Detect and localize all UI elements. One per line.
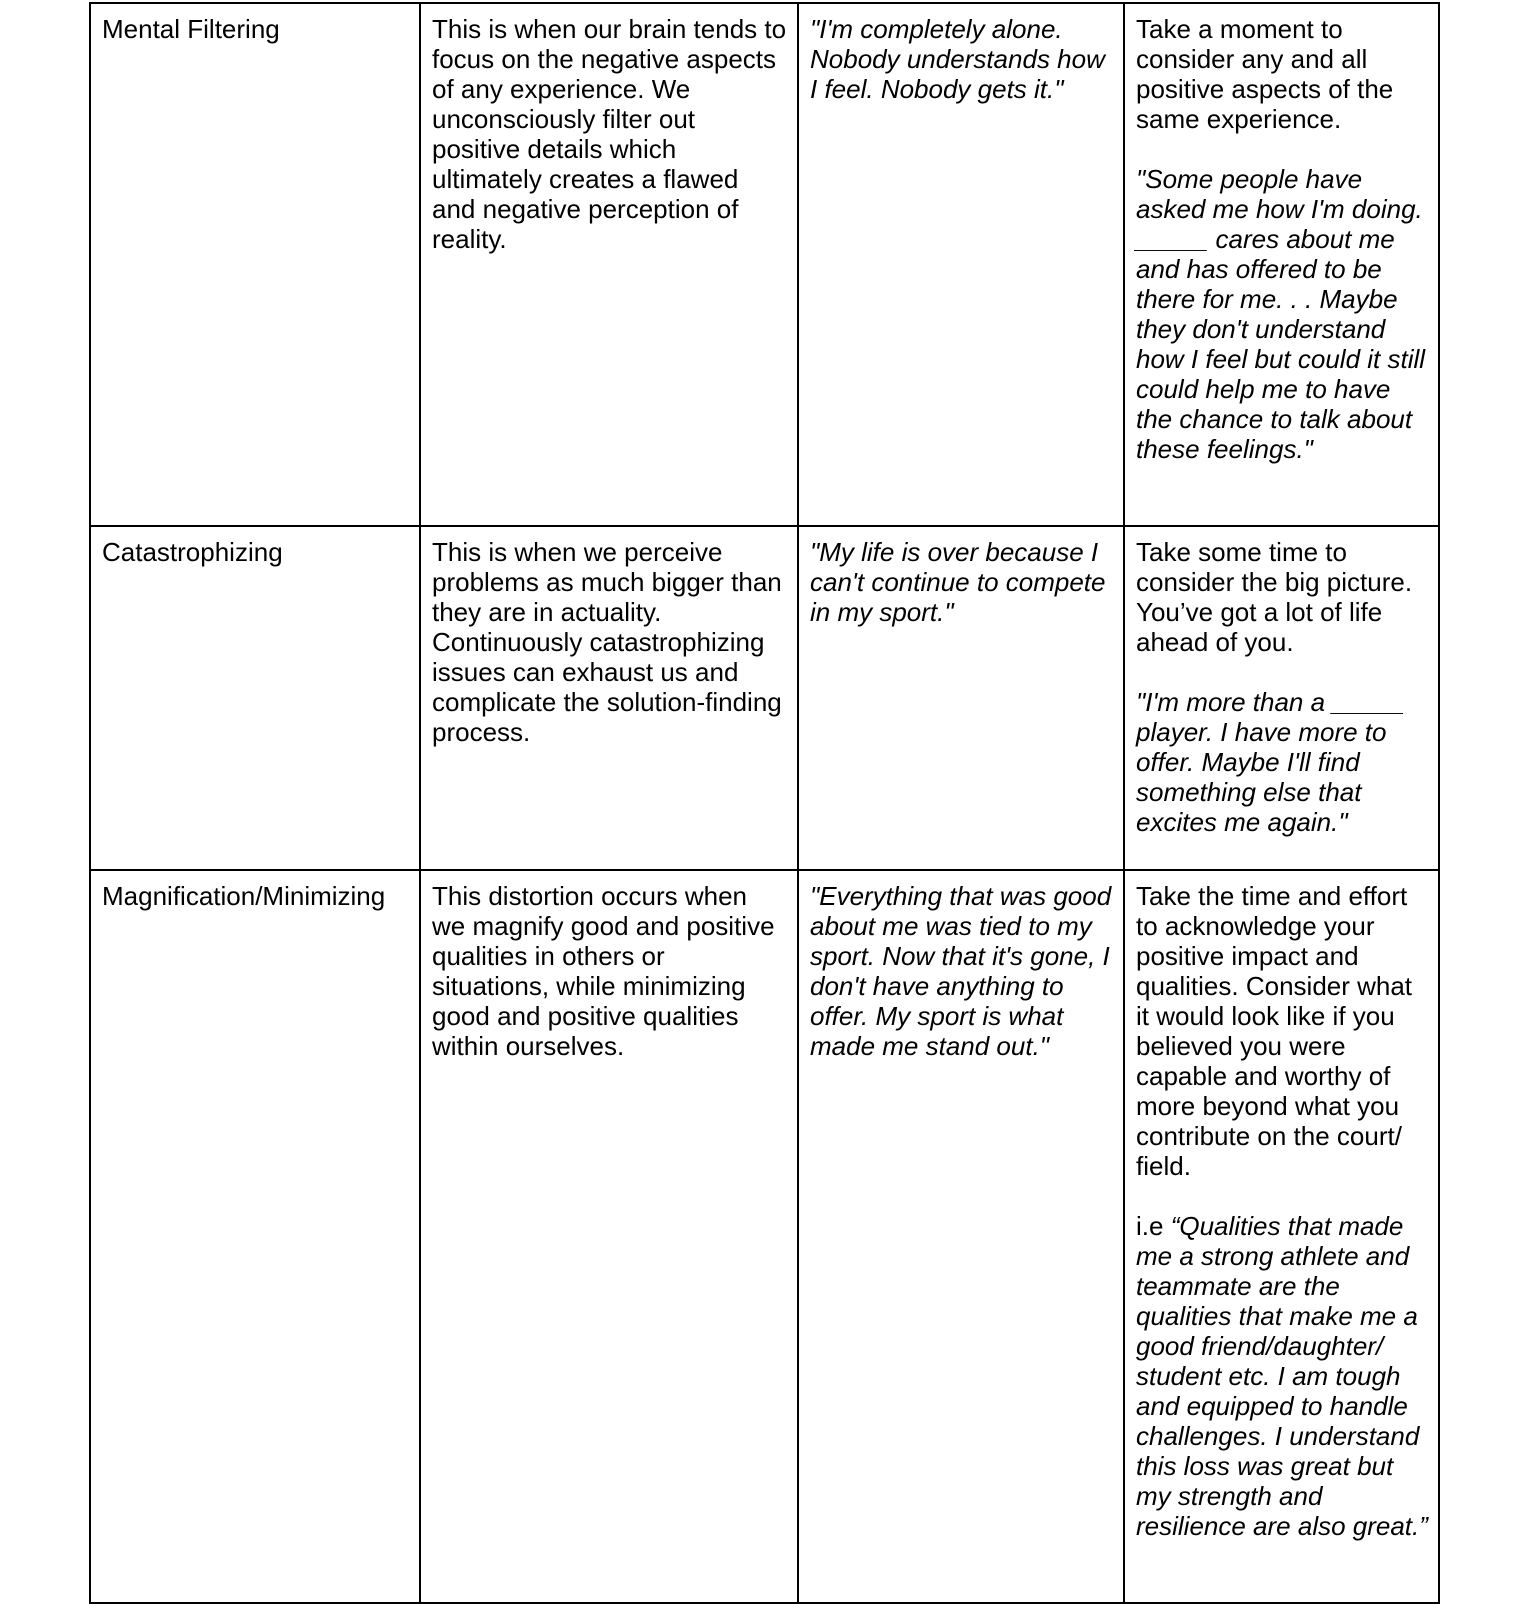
- definition-cell: [420, 526, 798, 870]
- distortion-name-cell: [90, 3, 420, 526]
- definition-cell: [420, 3, 798, 526]
- reframe-cell: [1124, 526, 1439, 870]
- definition-cell: [420, 870, 798, 1603]
- distortion-name-cell: [90, 870, 420, 1603]
- example-thought: "Everything that was good about me was tied to my sport. Now that it's gone, I don't have anything to offer. My sport is what made me stand out.": [810, 881, 1112, 1061]
- definition-text: This is when our brain tends to focus on the negative aspects of any experience. We unconsciously filter out positive details which ultimately creates a flawed and negative perception of reality.: [432, 14, 787, 254]
- reframe-instruction: Take the time and effort to acknowledge your positive impact and qualities. Consider what it would look like if you believed you were capable and worthy of more beyond what you contribute on the court/ field.: [1136, 881, 1413, 1181]
- reframe-instruction: Take some time to consider the big picture. You’ve got a lot of life ahead of you.: [1136, 537, 1413, 657]
- example-thought-cell: [798, 3, 1124, 526]
- reframe-example: “Qualities that made me a strong athlete and teammate are the qualities that make me a good friend/daughter/ student etc. I am tough and equipped to handle challenges. I understand this loss was great but my strength and resilience are also great.”: [1136, 1211, 1428, 1541]
- reframe-cell: [1124, 3, 1439, 526]
- distortion-name: Magnification/Minimizing: [102, 881, 386, 911]
- reframe-prefix: i.e: [1136, 1211, 1171, 1241]
- reframe-example: "Some people have asked me how I'm doing. _____ cares about me and has offered to be there for me. . . Maybe they don't understand how I feel but could it still could help me to have the chance to talk about these feelings.": [1136, 164, 1426, 464]
- example-thought-cell: [798, 870, 1124, 1603]
- table-row: [90, 3, 1439, 526]
- definition-text: This distortion occurs when we magnify good and positive qualities in others or situations, while minimizing good and positive qualities within ourselves.: [432, 881, 775, 1061]
- distortion-name-cell: [90, 526, 420, 870]
- reframe-instruction: Take a moment to consider any and all positive aspects of the same experience.: [1136, 14, 1394, 134]
- reframe-example: "I'm more than a _____ player. I have more to offer. Maybe I'll find something else that excites me again.": [1136, 687, 1405, 837]
- reframe-cell: [1124, 870, 1439, 1603]
- distortion-name: Mental Filtering: [102, 14, 280, 44]
- cognitive-distortions-table: [89, 2, 1440, 1604]
- example-thought: "I'm completely alone. Nobody understands how I feel. Nobody gets it.": [810, 14, 1105, 104]
- example-thought-cell: [798, 526, 1124, 870]
- example-thought: "My life is over because I can't continue to compete in my sport.": [810, 537, 1106, 627]
- definition-text: This is when we perceive problems as much bigger than they are in actuality. Continuously catastrophizing issues can exhaust us and complicate the solution-finding process.: [432, 537, 782, 747]
- table-row: [90, 526, 1439, 870]
- distortion-name: Catastrophizing: [102, 537, 283, 567]
- table-row: [90, 870, 1439, 1603]
